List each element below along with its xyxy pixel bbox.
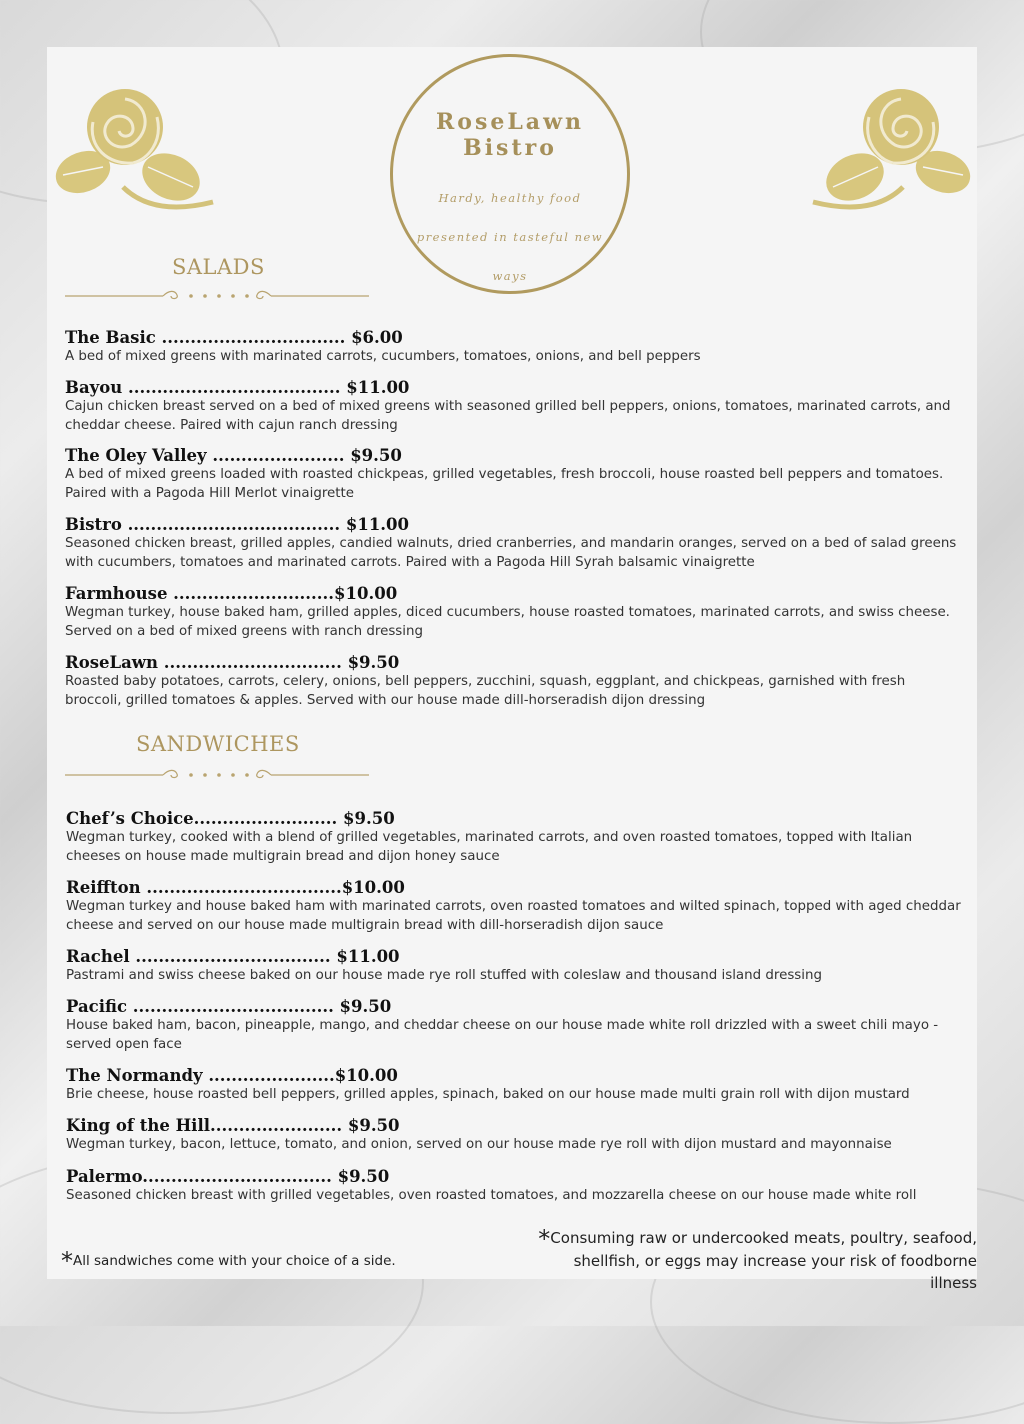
section-title-salads: SALADS [172, 255, 265, 279]
item-name-price: Bayou ..................................... $11.00 [65, 378, 410, 397]
menu-item [65, 653, 965, 710]
item-description: Pastrami and swiss cheese baked on our house made rye roll stuffed with coleslaw and thousand island dressing [66, 968, 822, 983]
flourish-divider [65, 289, 369, 303]
side-footnote-text: All sandwiches come with your choice of a side. [73, 1253, 396, 1269]
item-description: A bed of mixed greens with marinated carrots, cucumbers, tomatoes, onions, and bell peppers [65, 349, 701, 364]
menu-item [66, 997, 966, 1054]
item-description: A bed of mixed greens loaded with roasted chickpeas, grilled vegetables, fresh broccoli, house roasted bell peppers and tomatoes. Paired with a Pagoda Hill Merlot vinaigrette [65, 467, 944, 501]
item-description: Wegman turkey, bacon, lettuce, tomato, and onion, served on our house made rye roll with dijon mustard and mayonnaise [66, 1137, 892, 1152]
menu-sheet [47, 47, 977, 1292]
item-description: Wegman turkey and house baked ham with marinated carrots, oven roasted tomatoes and wilted spinach, topped with aged cheddar cheese and served on our house made multigrain bread with dill-horseradish dijon sauce [66, 899, 961, 933]
item-name-price: RoseLawn ............................... $9.50 [65, 653, 400, 672]
item-description: Roasted baby potatoes, carrots, celery, onions, bell peppers, zucchini, squash, eggplant, and chickpeas, garnished with fresh broccoli, grilled tomatoes & apples. Served with our house made dill-horseradish dijon dressing [65, 674, 906, 708]
asterisk: * [538, 1225, 551, 1253]
menu-item [66, 1167, 966, 1205]
health-warning [527, 1227, 977, 1294]
item-name-price: Chef’s Choice......................... $9.50 [66, 809, 395, 828]
item-description: Wegman turkey, cooked with a blend of grilled vegetables, marinated carrots, and oven roasted tomatoes, topped with Italian cheeses on house made multigrain bread and dijon honey sauce [66, 830, 913, 864]
menu-item [66, 947, 966, 985]
item-description: Seasoned chicken breast, grilled apples, candied walnuts, dried cranberries, and mandarin oranges, served on a bed of salad greens with cucumbers, tomatoes and marinated carrots. Paired with a Pagoda Hill Syrah balsamic vinaigrette [65, 536, 957, 570]
menu-item [66, 1066, 966, 1104]
item-name-price: Reiffton ..................................$10.00 [66, 878, 405, 897]
menu-item [66, 878, 966, 935]
asterisk: * [61, 1247, 73, 1275]
item-description: House baked ham, bacon, pineapple, mango, and cheddar cheese on our house made white roll drizzled with a sweet chili mayo - served open face [66, 1018, 939, 1052]
item-name-price: The Basic ................................ $6.00 [65, 328, 403, 347]
section-title-sandwiches: SANDWICHES [136, 732, 300, 756]
rose-icon [53, 87, 217, 227]
item-description: Brie cheese, house roasted bell peppers, grilled apples, spinach, baked on our house made multi grain roll with dijon mustard [66, 1087, 910, 1102]
logo [390, 54, 630, 294]
side-footnote [61, 1247, 396, 1275]
restaurant-name [393, 109, 627, 161]
item-name-price: King of the Hill....................... $9.50 [66, 1116, 400, 1135]
item-description: Wegman turkey, house baked ham, grilled apples, diced cucumbers, house roasted tomatoes, marinated carrots, and swiss cheese. Served on a bed of mixed greens with ranch dressing [65, 605, 950, 639]
menu-item [66, 1116, 966, 1154]
flourish-divider [65, 768, 369, 782]
item-name-price: The Oley Valley ....................... $9.50 [65, 446, 402, 465]
menu-item [65, 446, 965, 503]
health-warning-text: Consuming raw or undercooked meats, poultry, seafood, shellfish, or eggs may increase your risk of foodborne illness [550, 1229, 977, 1292]
menu-item [65, 584, 965, 641]
menu-item [65, 378, 965, 435]
item-name-price: Bistro ..................................... $11.00 [65, 515, 410, 534]
menu-item [66, 809, 966, 866]
item-description: Cajun chicken breast served on a bed of mixed greens with seasoned grilled bell peppers, onions, tomatoes, marinated carrots, and cheddar cheese. Paired with cajun ranch dressing [65, 399, 951, 433]
item-name-price: The Normandy ......................$10.00 [66, 1066, 398, 1085]
item-name-price: Rachel .................................. $11.00 [66, 947, 400, 966]
tagline: Hardy, healthy food presented in tasteful new ways [416, 191, 604, 283]
rose-icon [809, 87, 973, 227]
menu-item [65, 515, 965, 572]
restaurant-name-line1: RoseLawn [436, 109, 584, 135]
item-name-price: Palermo................................. $9.50 [66, 1167, 390, 1186]
item-description: Seasoned chicken breast with grilled vegetables, oven roasted tomatoes, and mozzarella cheese on our house made white roll [66, 1188, 917, 1203]
menu-item [65, 328, 965, 366]
restaurant-name-line2: Bistro [463, 135, 557, 161]
item-name-price: Farmhouse ............................$10.00 [65, 584, 398, 603]
item-name-price: Pacific ................................... $9.50 [66, 997, 392, 1016]
